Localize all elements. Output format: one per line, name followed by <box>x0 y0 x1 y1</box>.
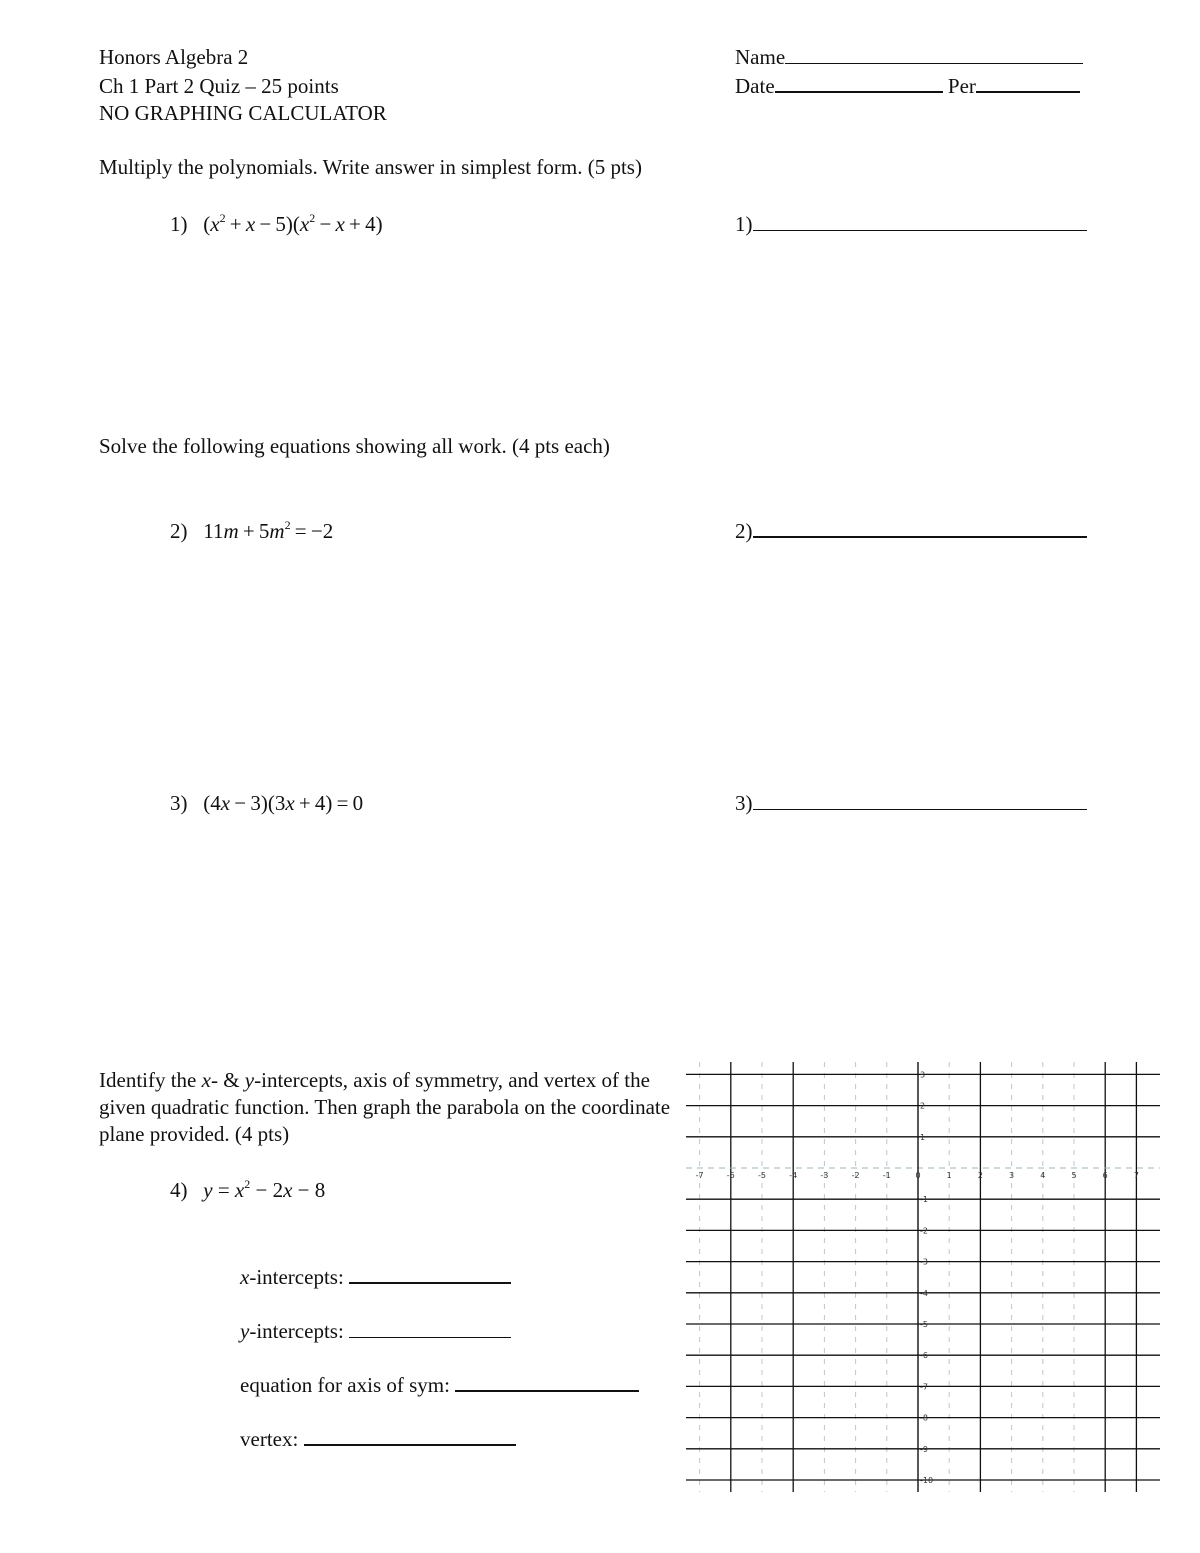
date-label: Date <box>735 74 775 98</box>
answer-2[interactable] <box>735 521 1087 542</box>
answer-1-line <box>753 229 1087 231</box>
x-int-label: -intercepts: <box>249 1265 344 1289</box>
x-tick-label: 4 <box>1040 1171 1046 1180</box>
y-tick-label: -7 <box>920 1382 928 1392</box>
y-tick-label: -8 <box>920 1413 928 1423</box>
coordinate-grid[interactable] <box>686 1062 1160 1492</box>
grid-minor-lines <box>700 1062 1077 1492</box>
x-tick-label: 2 <box>977 1171 983 1180</box>
q3-expression: (4x − 3)(3x + 4) = 0 <box>203 791 364 815</box>
vertex-line <box>304 1443 516 1446</box>
answer-2-line <box>753 535 1087 538</box>
x-tick-label: 7 <box>1133 1171 1139 1180</box>
y-tick-label: -9 <box>920 1444 928 1454</box>
q3-number: 3) <box>170 791 188 815</box>
y-tick-label: -5 <box>920 1320 928 1329</box>
y-intercepts-field[interactable] <box>240 1321 511 1342</box>
x-intercepts-field[interactable] <box>240 1267 511 1288</box>
y-tick-label: -4 <box>920 1288 928 1298</box>
x-tick-label: -5 <box>758 1171 766 1180</box>
q2-expression: $11m + 5m^2 = -2$ <box>203 518 334 543</box>
answer-1-label: 1) <box>735 212 753 236</box>
q2-number: 2) <box>170 519 188 543</box>
y-tick-label: -10 <box>920 1476 934 1485</box>
x-tick-label: 0 <box>915 1171 921 1180</box>
question-3 <box>170 793 363 814</box>
question-4 <box>170 1177 326 1202</box>
axis-line <box>455 1389 639 1392</box>
section3-text-2: - & <box>210 1068 245 1092</box>
section3-text-3: -intercepts, axis of symmetry, and vertex of the given quadratic function. Then graph the parabola on the coordinate plane provided. (4 pts) <box>99 1068 671 1146</box>
name-field[interactable] <box>735 47 1083 68</box>
x-tick-label: -2 <box>851 1171 860 1180</box>
course-title: Honors Algebra 2 <box>99 45 249 69</box>
calculator-note: NO GRAPHING CALCULATOR <box>99 101 387 125</box>
q1-number: 1) <box>170 212 188 236</box>
x-tick-label: -6 <box>726 1171 735 1180</box>
y-int-var: y <box>240 1319 250 1343</box>
section3-x-var: x <box>201 1068 211 1092</box>
y-tick-label: 2 <box>920 1101 926 1111</box>
axis-label: equation for axis of sym: <box>240 1373 450 1397</box>
per-line <box>976 90 1080 93</box>
section2-instruction: Solve the following equations showing all work. (4 pts each) <box>99 434 610 458</box>
section1-instruction: Multiply the polynomials. Write answer in simplest form. (5 pts) <box>99 155 642 179</box>
x-tick-label: 1 <box>946 1171 952 1180</box>
date-line <box>775 90 943 93</box>
name-label: Name <box>735 45 786 69</box>
section3-instruction <box>99 1067 679 1148</box>
y-tick-label: -6 <box>920 1351 928 1361</box>
y-tick-label: -3 <box>920 1257 928 1267</box>
y-tick-label: -1 <box>920 1195 928 1205</box>
y-int-label: -intercepts: <box>249 1319 344 1343</box>
axis-of-symmetry-field[interactable] <box>240 1375 639 1396</box>
q4-number: 4) <box>170 1178 188 1202</box>
date-per-field[interactable] <box>735 76 1080 97</box>
y-tick-label: 1 <box>920 1132 926 1142</box>
x-tick-label: 5 <box>1071 1171 1077 1180</box>
q4-expression: $y = x^2 - 2x - 8$ <box>203 1177 326 1202</box>
name-line <box>785 62 1083 64</box>
x-tick-label: -3 <box>820 1171 829 1180</box>
section3-y-var: y <box>244 1068 255 1092</box>
quiz-title: Ch 1 Part 2 Quiz – 25 points <box>99 74 339 98</box>
x-tick-label: -7 <box>695 1171 704 1180</box>
x-tick-label: -1 <box>882 1171 891 1180</box>
grid-major-lines <box>686 1062 1160 1492</box>
y-tick-label: 3 <box>920 1070 926 1080</box>
per-label: Per <box>947 74 976 98</box>
question-1 <box>170 211 383 236</box>
answer-3-label: 3) <box>735 791 753 815</box>
q1-expression: $(x^2 + x - 5)(x^2 - x + 4)$ <box>203 211 383 236</box>
question-2 <box>170 518 334 543</box>
answer-3[interactable] <box>735 793 1087 814</box>
x-int-line <box>349 1281 511 1284</box>
vertex-label: vertex: <box>240 1427 299 1451</box>
x-tick-label: 3 <box>1009 1171 1015 1180</box>
answer-2-label: 2) <box>735 519 753 543</box>
grid-axes <box>686 1062 1160 1492</box>
vertex-field[interactable] <box>240 1429 516 1450</box>
y-tick-label: -2 <box>920 1226 928 1236</box>
y-int-line <box>349 1336 511 1338</box>
section3-text-1: Identify the <box>99 1068 202 1092</box>
answer-1[interactable] <box>735 214 1087 235</box>
answer-3-line <box>753 808 1087 810</box>
x-tick-label: 6 <box>1102 1171 1108 1180</box>
x-int-var: x <box>240 1265 250 1289</box>
x-tick-label: -4 <box>789 1171 798 1180</box>
